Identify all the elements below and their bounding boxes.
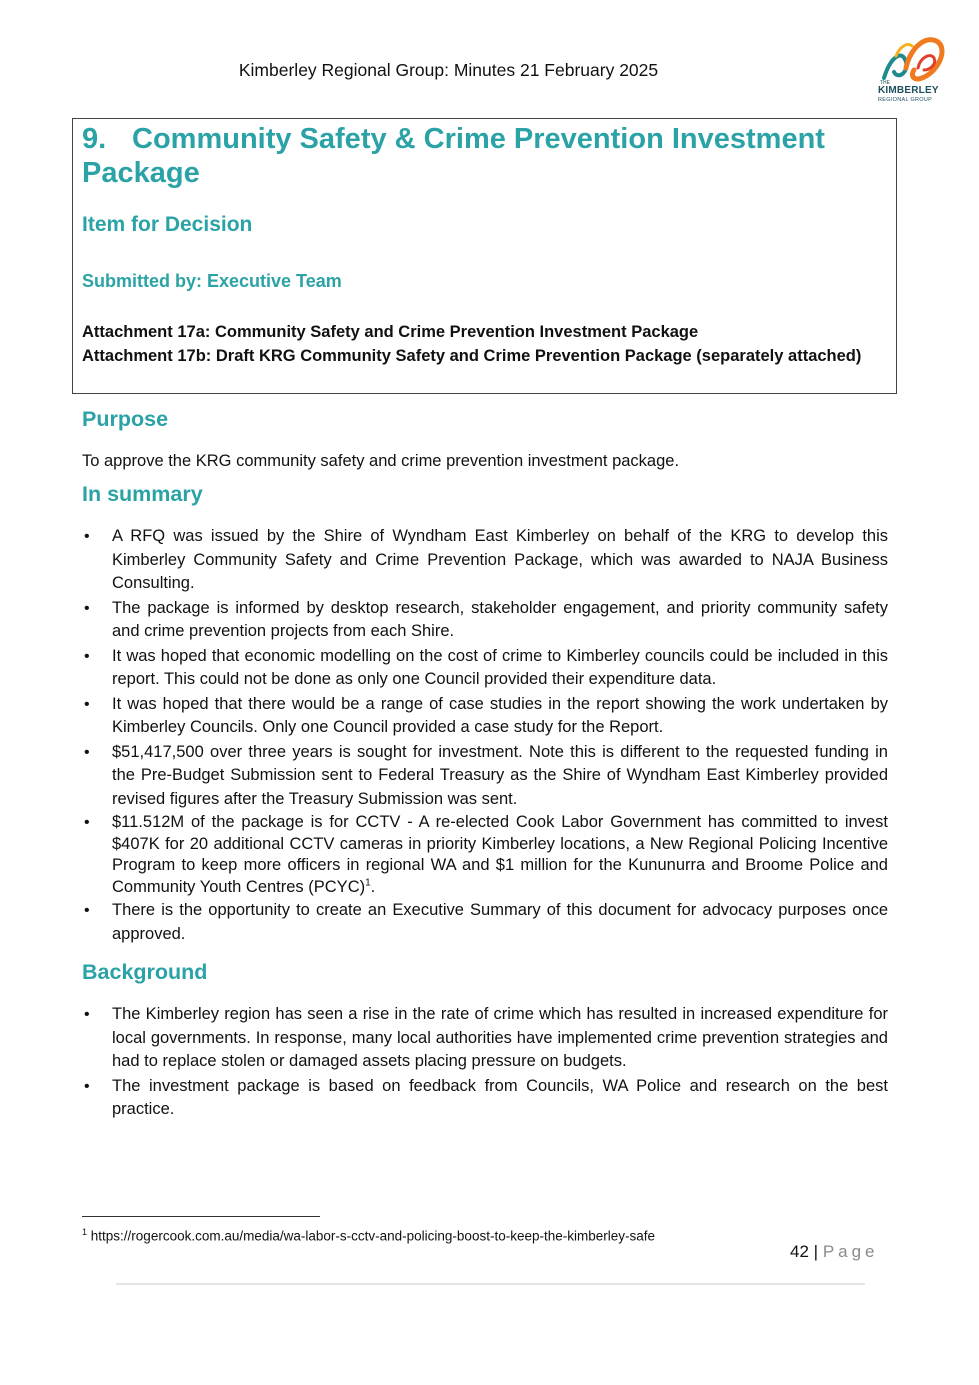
background-list — [82, 1003, 888, 1122]
purpose-heading: Purpose — [82, 407, 169, 431]
kimberley-logo-icon — [876, 28, 948, 108]
document-header-title: Kimberley Regional Group: Minutes 21 February 2025 — [238, 60, 659, 80]
list-item: • The investment package is based on feedback from Councils, WA Police and research on the best practice. — [84, 1076, 888, 1118]
footnote — [82, 1227, 655, 1244]
footnote-marker: 1 — [365, 877, 371, 888]
list-item: • It was hoped that economic modelling on the cost of crime to Kimberley councils could be included in this report. This could not be done as only one Council provided their expenditure data. — [84, 646, 888, 688]
logo-subtitle-text: REGIONAL GROUP — [878, 97, 933, 103]
background-heading: Background — [82, 960, 208, 984]
logo-the-text: THE — [880, 80, 890, 86]
item-title — [82, 122, 872, 190]
item-title-text: Community Safety & Crime Prevention Investment Package — [82, 123, 825, 189]
submitted-by: Submitted by: Executive Team — [82, 271, 342, 291]
logo-name-text: KIMBERLEY — [878, 85, 939, 96]
page-number — [790, 1242, 879, 1262]
purpose-text: To approve the KRG community safety and crime prevention investment package. — [82, 452, 680, 470]
list-item: • $11.512M of the package is for CCTV - A re-elected Cook Labor Government has committed to invest $407K for 20 additional CCTV cameras in priority Kimberley locations, a New Regional Policing Incentive Program to keep more officers in regional WA and $1 million for the Kununurra and Broome Police and Community Youth Centres (PCYC)$^1$. — [84, 813, 888, 896]
item-type-heading: Item for Decision — [82, 213, 253, 236]
attachment-a: Attachment 17a: Community Safety and Crime Prevention Investment Package — [82, 323, 699, 341]
list-item: • $51,417,500 over three years is sought for investment. Note this is different to the requested funding in the Pre-Budget Submission sent to Federal Treasury as the Shire of Wyndham East Kimberley provided revised figures after the Treasury Submission was sent. — [84, 742, 888, 808]
footnote-number: 1 — [82, 1227, 88, 1237]
bottom-divider — [116, 1283, 865, 1285]
page-number-value: 42 — [790, 1242, 809, 1261]
list-item: • There is the opportunity to create an Executive Summary of this document for advocacy purposes once approved. — [84, 901, 888, 943]
item-number: 9. — [82, 123, 107, 155]
footnote-divider — [82, 1216, 320, 1217]
footnote-link[interactable]: https://rogercook.com.au/media/wa-labor-s-cctv-and-policing-boost-to-keep-the-kimberley-safe — [90, 1228, 656, 1244]
list-item: • The Kimberley region has seen a rise in the rate of crime which has resulted in increased expenditure for local governments. In response, many local authorities have implemented crime prevention strategies and had to replace stolen or damaged assets placing pressure on budgets. — [84, 1005, 888, 1070]
list-item: • It was hoped that there would be a range of case studies in the report showing the work undertaken by Kimberley Councils. Only one Council provided a case study for the Report. — [84, 694, 888, 736]
page-separator: | — [813, 1242, 819, 1261]
page-word: Page — [822, 1242, 879, 1261]
attachment-b: Attachment 17b: Draft KRG Community Safety and Crime Prevention Package (separately attached) — [82, 347, 862, 365]
list-item: • The package is informed by desktop research, stakeholder engagement, and priority community safety and crime prevention projects from each Shire. — [84, 598, 888, 640]
list-item: • A RFQ was issued by the Shire of Wyndham East Kimberley on behalf of the KRG to develop this Kimberley Community Safety and Crime Prevention Package, which was awarded to NAJA Business Consulting. — [84, 527, 888, 592]
summary-list — [82, 525, 888, 946]
summary-heading: In summary — [82, 482, 203, 506]
